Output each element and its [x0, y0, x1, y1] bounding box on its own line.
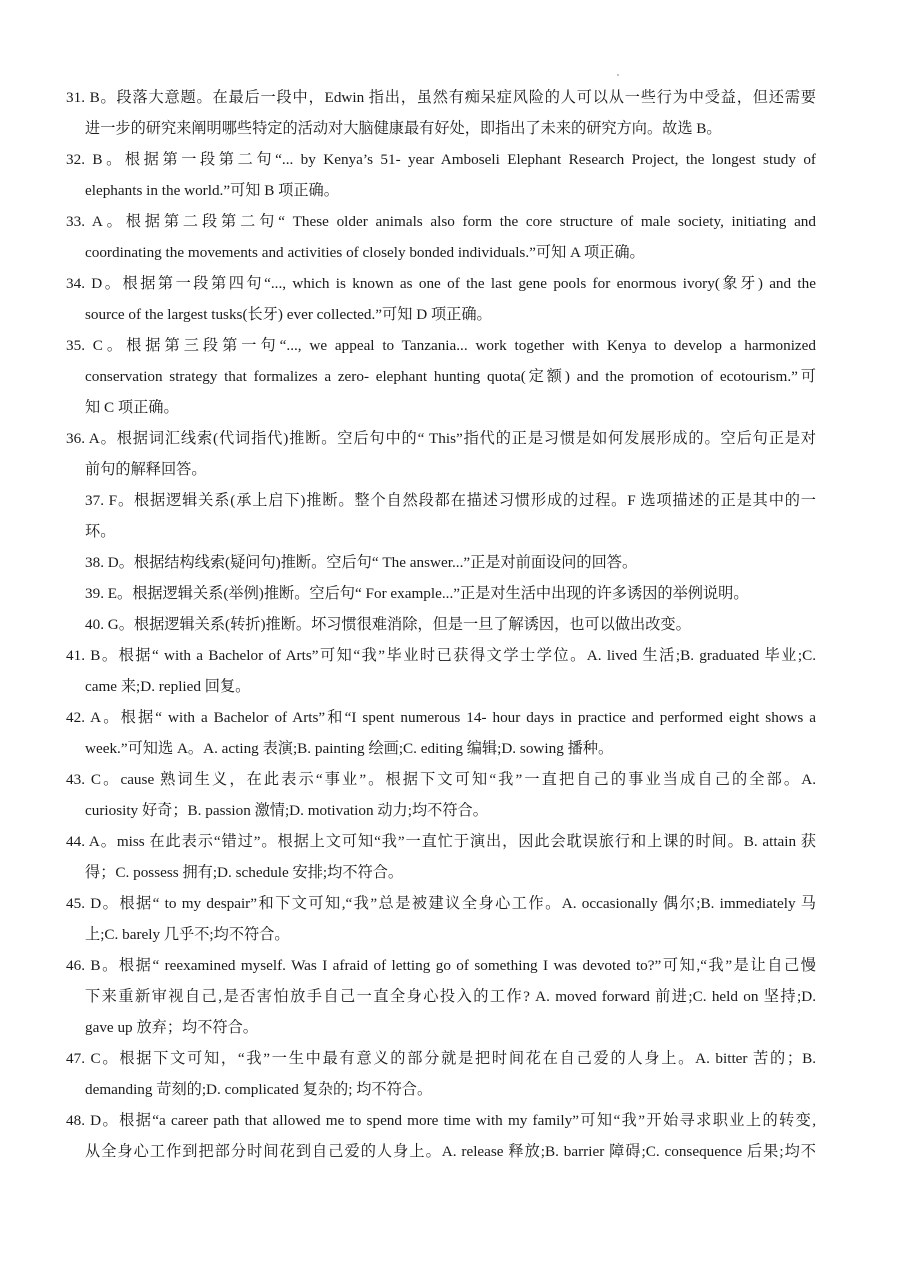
text-line: 42. A。根据“ with a Bachelor of Arts”和“I spent numerous 14- hour days in practice and performed eight shows a: [66, 709, 816, 726]
text-line: 32. B。根据第一段第二句“... by Kenya’s 51- year Amboseli Elephant Research Project, the longest study of: [66, 151, 816, 168]
text-line: 48. D。根据“a career path that allowed me to spend more time with my family”可知“我”开始寻求职业上的转变,: [66, 1112, 816, 1129]
text-line: curiosity 好奇；B. passion 激情;D. motivation 动力;均不符合。: [85, 802, 488, 819]
text-line: 35. C。根据第三段第一句“..., we appeal to Tanzania... work together with Kenya to develop a harmonized: [66, 337, 816, 354]
text-line: 34. D。根据第一段第四句“..., which is known as one of the last gene pools for enormous ivory(象牙) and the: [66, 275, 816, 292]
text-line: 前句的解释回答。: [85, 461, 207, 478]
text-line: demanding 苛刻的;D. complicated 复杂的; 均不符合。: [85, 1081, 433, 1098]
scan-dot-mark: [617, 74, 619, 76]
text-line: 47. C。根据下文可知，“我”一生中最有意义的部分就是把时间花在自己爱的人身上。A. bitter 苦的；B.: [66, 1050, 816, 1067]
text-line: 进一步的研究来阐明哪些特定的活动对大脑健康最有好处，即指出了未来的研究方向。故选 B。: [85, 120, 722, 137]
text-line: 从全身心工作到把部分时间花到自己爱的人身上。A. release 释放;B. barrier 障碍;C. consequence 后果;均不: [85, 1143, 816, 1160]
text-line: 上;C. barely 几乎不;均不符合。: [85, 926, 290, 943]
text-line: 45. D。根据“ to my despair”和下文可知,“我”总是被建议全身心工作。A. occasionally 偶尔;B. immediately 马: [66, 895, 816, 912]
text-line: 41. B。根据“ with a Bachelor of Arts”可知“我”毕业时已获得文学士学位。A. lived 生活;B. graduated 毕业;C.: [66, 647, 816, 664]
text-line: 40. G。根据逻辑关系(转折)推断。坏习惯很难消除，但是一旦了解诱因，也可以做出改变。: [85, 616, 691, 633]
text-line: 39. E。根据逻辑关系(举例)推断。空后句“ For example...”正是对生活中出现的许多诱因的举例说明。: [85, 585, 749, 602]
text-line: week.”可知选 A。A. acting 表演;B. painting 绘画;C. editing 编辑;D. sowing 播种。: [85, 740, 614, 757]
answer-explanations: [66, 82, 816, 1167]
text-line: 46. B。根据“ reexamined myself. Was I afraid of letting go of something I was devoted to?”可知,“我”是让自己慢: [66, 957, 816, 974]
text-line: gave up 放弃；均不符合。: [85, 1019, 258, 1036]
text-line: 43. C。cause 熟词生义，在此表示“事业”。根据下文可知“我”一直把自己的事业当成自己的全部。A.: [66, 771, 816, 788]
text-line: coordinating the movements and activities of closely bonded individuals.”可知 A 项正确。: [85, 244, 645, 261]
text-line: 36. A。根据词汇线索(代词指代)推断。空后句中的“ This”指代的正是习惯是如何发展形成的。空后句正是对: [66, 430, 816, 447]
text-line: 38. D。根据结构线索(疑问句)推断。空后句“ The answer...”正是对前面设问的回答。: [85, 554, 638, 571]
text-line: source of the largest tusks(长牙) ever collected.”可知 D 项正确。: [85, 306, 492, 323]
text-line: conservation strategy that formalizes a zero- elephant hunting quota(定额) and the promotion of ecotourism.”可: [85, 368, 816, 385]
text-line: 知 C 项正确。: [85, 399, 179, 416]
text-line: 33. A。根据第二段第二句“ These older animals also form the core structure of male society, initiating and: [66, 213, 816, 230]
text-line: 31. B。段落大意题。在最后一段中，Edwin 指出，虽然有痴呆症风险的人可以从一些行为中受益，但还需要: [66, 89, 816, 106]
text-line: 44. A。miss 在此表示“错过”。根据上文可知“我”一直忙于演出，因此会耽误旅行和上课的时间。B. attain 获: [66, 833, 816, 850]
text-line: 环。: [85, 523, 116, 540]
text-line: 下来重新审视自己,是否害怕放手自己一直全身心投入的工作? A. moved forward 前进;C. held on 坚持;D.: [85, 988, 816, 1005]
text-line: elephants in the world.”可知 B 项正确。: [85, 182, 339, 199]
text-line: came 来;D. replied 回复。: [85, 678, 251, 695]
text-line: 37. F。根据逻辑关系(承上启下)推断。整个自然段都在描述习惯形成的过程。F 选项描述的正是其中的一: [85, 492, 816, 509]
text-line: 得；C. possess 拥有;D. schedule 安排;均不符合。: [85, 864, 404, 881]
